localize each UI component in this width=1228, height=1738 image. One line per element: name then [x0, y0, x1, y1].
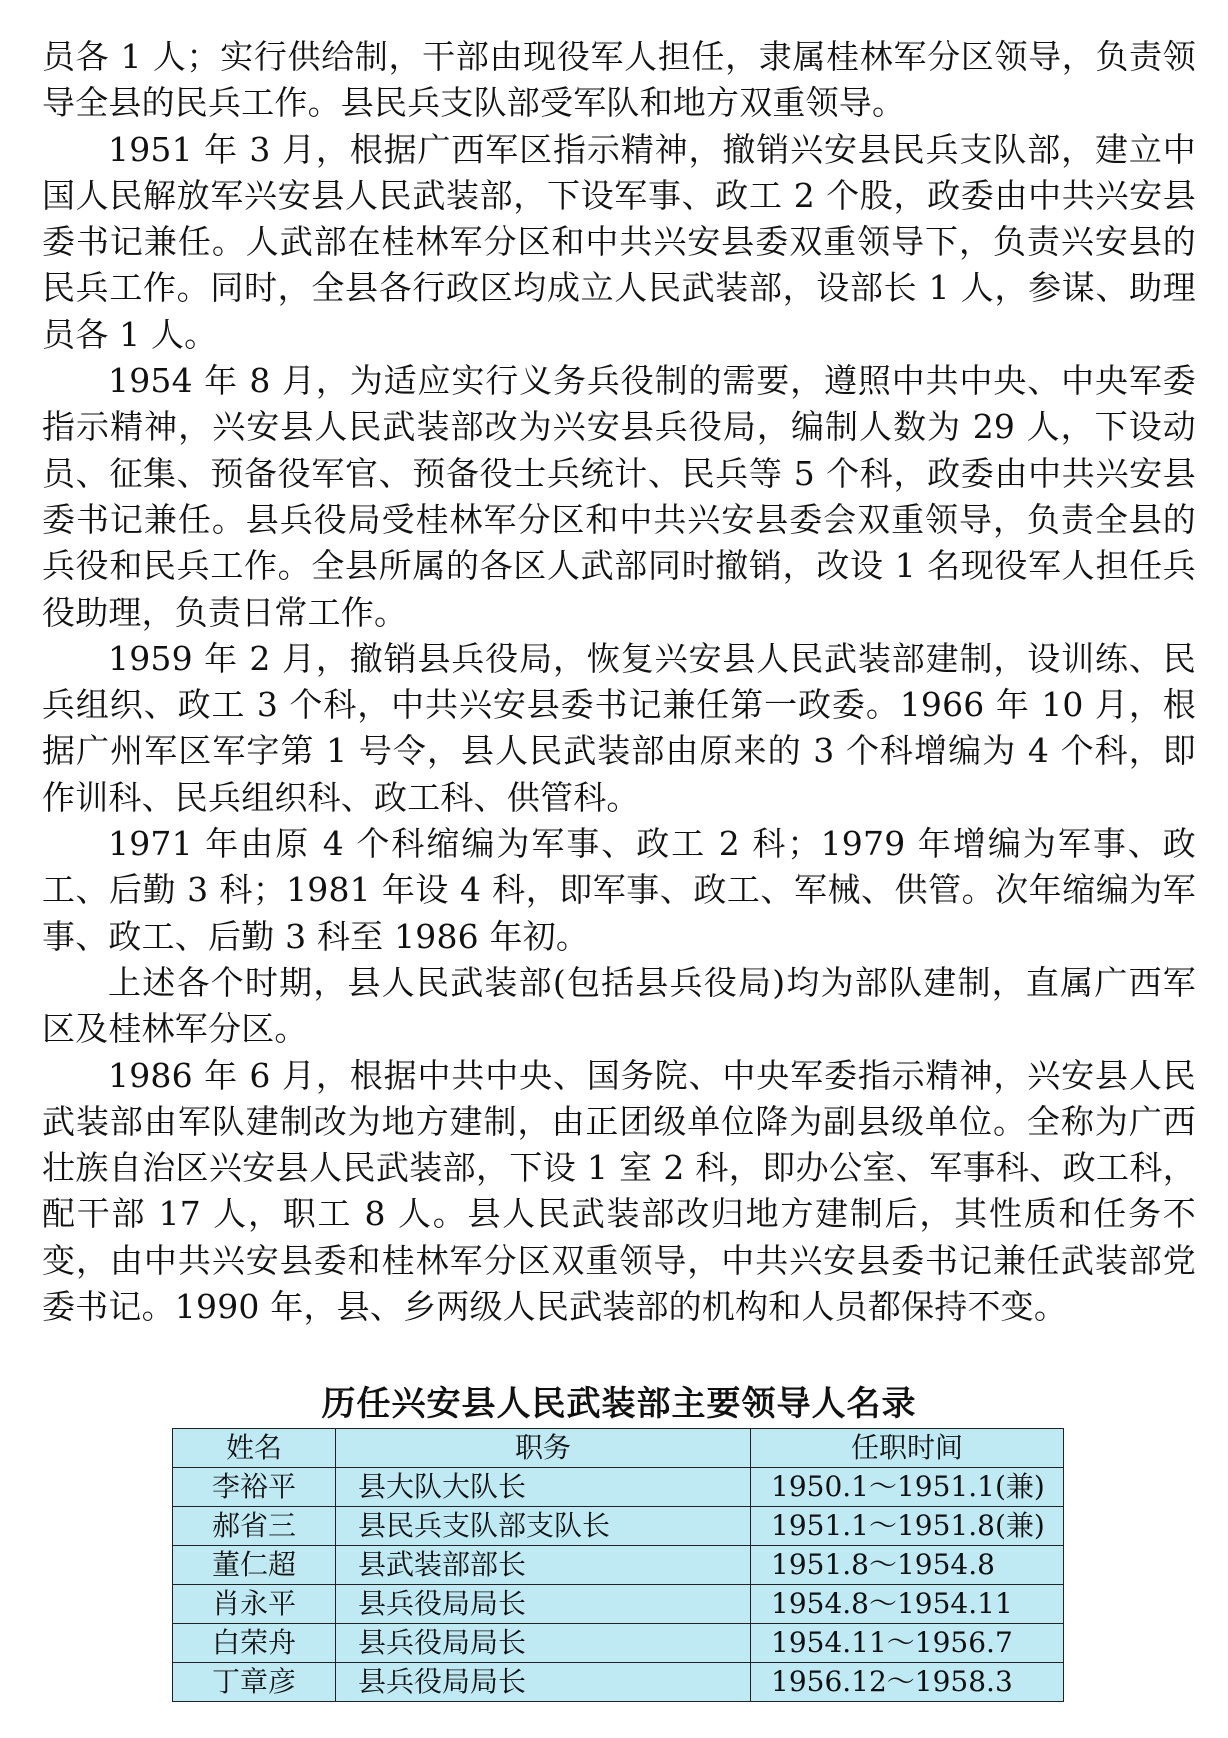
cell-post: 县兵役局局长 [336, 1624, 751, 1663]
leaders-table [172, 1428, 1064, 1702]
table-header-row [173, 1429, 1064, 1468]
paragraph-5: 1971 年由原 4 个科缩编为军事、政工 2 科；1979 年增编为军事、政工、后勤 3 科；1981 年设 4 科，即军事、政工、军械、供管。次年缩编为军事、政工、后勤 3 科至 1986 年初。 [42, 824, 1196, 956]
table-row [173, 1624, 1064, 1663]
cell-name: 肖永平 [173, 1585, 336, 1624]
cell-name: 董仁超 [173, 1546, 336, 1585]
cell-name: 李裕平 [173, 1468, 336, 1507]
paragraph-1: 员各 1 人；实行供给制，干部由现役军人担任，隶属桂林军分区领导，负责领导全县的民兵工作。县民兵支队部受军队和地方双重领导。 [42, 37, 1196, 123]
cell-name: 郝省三 [173, 1507, 336, 1546]
cell-term: 1956.12～1958.3 [751, 1663, 1064, 1702]
cell-post: 县兵役局局长 [336, 1585, 751, 1624]
paragraph-2: 1951 年 3 月，根据广西军区指示精神，撤销兴安县民兵支队部，建立中国人民解放军兴安县人民武装部，下设军事、政工 2 个股，政委由中共兴安县委书记兼任。人武部在桂林军分区和中共兴安县委双重领导下，负责兴安县的民兵工作。同时，全县各行政区均成立人民武装部，设部长 1 人，参谋、助理员各 1 人。 [42, 129, 1196, 354]
table-row [173, 1585, 1064, 1624]
table-title: 历任兴安县人民武装部主要领导人名录 [321, 1384, 917, 1425]
header-post: 职务 [336, 1429, 751, 1468]
table-row [173, 1468, 1064, 1507]
cell-name: 丁章彦 [173, 1663, 336, 1702]
paragraph-7: 1986 年 6 月，根据中共中央、国务院、中央军委指示精神，兴安县人民武装部由军队建制改为地方建制，由正团级单位降为副县级单位。全称为广西壮族自治区兴安县人民武装部，下设 1 室 2 科，即办公室、军事科、政工科，配干部 17 人，职工 8 人。县人民武装部改归地方建制后，其性质和任务不变，由中共兴安县委和桂林军分区双重领导，中共兴安县委书记兼任武装部党委书记。1990 年，县、乡两级人民武装部的机构和人员都保持不变。 [42, 1055, 1196, 1327]
cell-post: 县民兵支队部支队长 [336, 1507, 751, 1546]
cell-name: 白荣舟 [173, 1624, 336, 1663]
header-term: 任职时间 [751, 1429, 1064, 1468]
paragraph-3: 1954 年 8 月，为适应实行义务兵役制的需要，遵照中共中央、中央军委指示精神，兴安县人民武装部改为兴安县兵役局，编制人数为 29 人，下设动员、征集、预备役军官、预备役士兵统计、民兵等 5 个科，政委由中共兴安县委书记兼任。县兵役局受桂林军分区和中共兴安县委会双重领导，负责全县的兵役和民兵工作。全县所属的各区人武部同时撤销，改设 1 名现役军人担任兵役助理，负责日常工作。 [42, 361, 1196, 632]
table-row [173, 1663, 1064, 1702]
paragraph-4: 1959 年 2 月，撤销县兵役局，恢复兴安县人民武装部建制，设训练、民兵组织、政工 3 个科，中共兴安县委书记兼任第一政委。1966 年 10 月，根据广州军区军字第 1 号令，县人民武装部由原来的 3 个科增编为 4 个科，即作训科、民兵组织科、政工科、供管科。 [42, 638, 1196, 817]
cell-term: 1950.1～1951.1(兼) [751, 1468, 1064, 1507]
paragraph-6: 上述各个时期，县人民武装部(包括县兵役局)均为部队建制，直属广西军区及桂林军分区。 [42, 962, 1196, 1049]
cell-post: 县大队大队长 [336, 1468, 751, 1507]
table-row [173, 1507, 1064, 1546]
cell-term: 1954.11～1956.7 [751, 1624, 1064, 1663]
cell-term: 1954.8～1954.11 [751, 1585, 1064, 1624]
document-page [42, 34, 1196, 1702]
header-name: 姓名 [173, 1429, 336, 1468]
cell-post: 县武装部部长 [336, 1546, 751, 1585]
cell-post: 县兵役局局长 [336, 1663, 751, 1702]
cell-term: 1951.1～1951.8(兼) [751, 1507, 1064, 1546]
cell-term: 1951.8～1954.8 [751, 1546, 1064, 1585]
table-row [173, 1546, 1064, 1585]
